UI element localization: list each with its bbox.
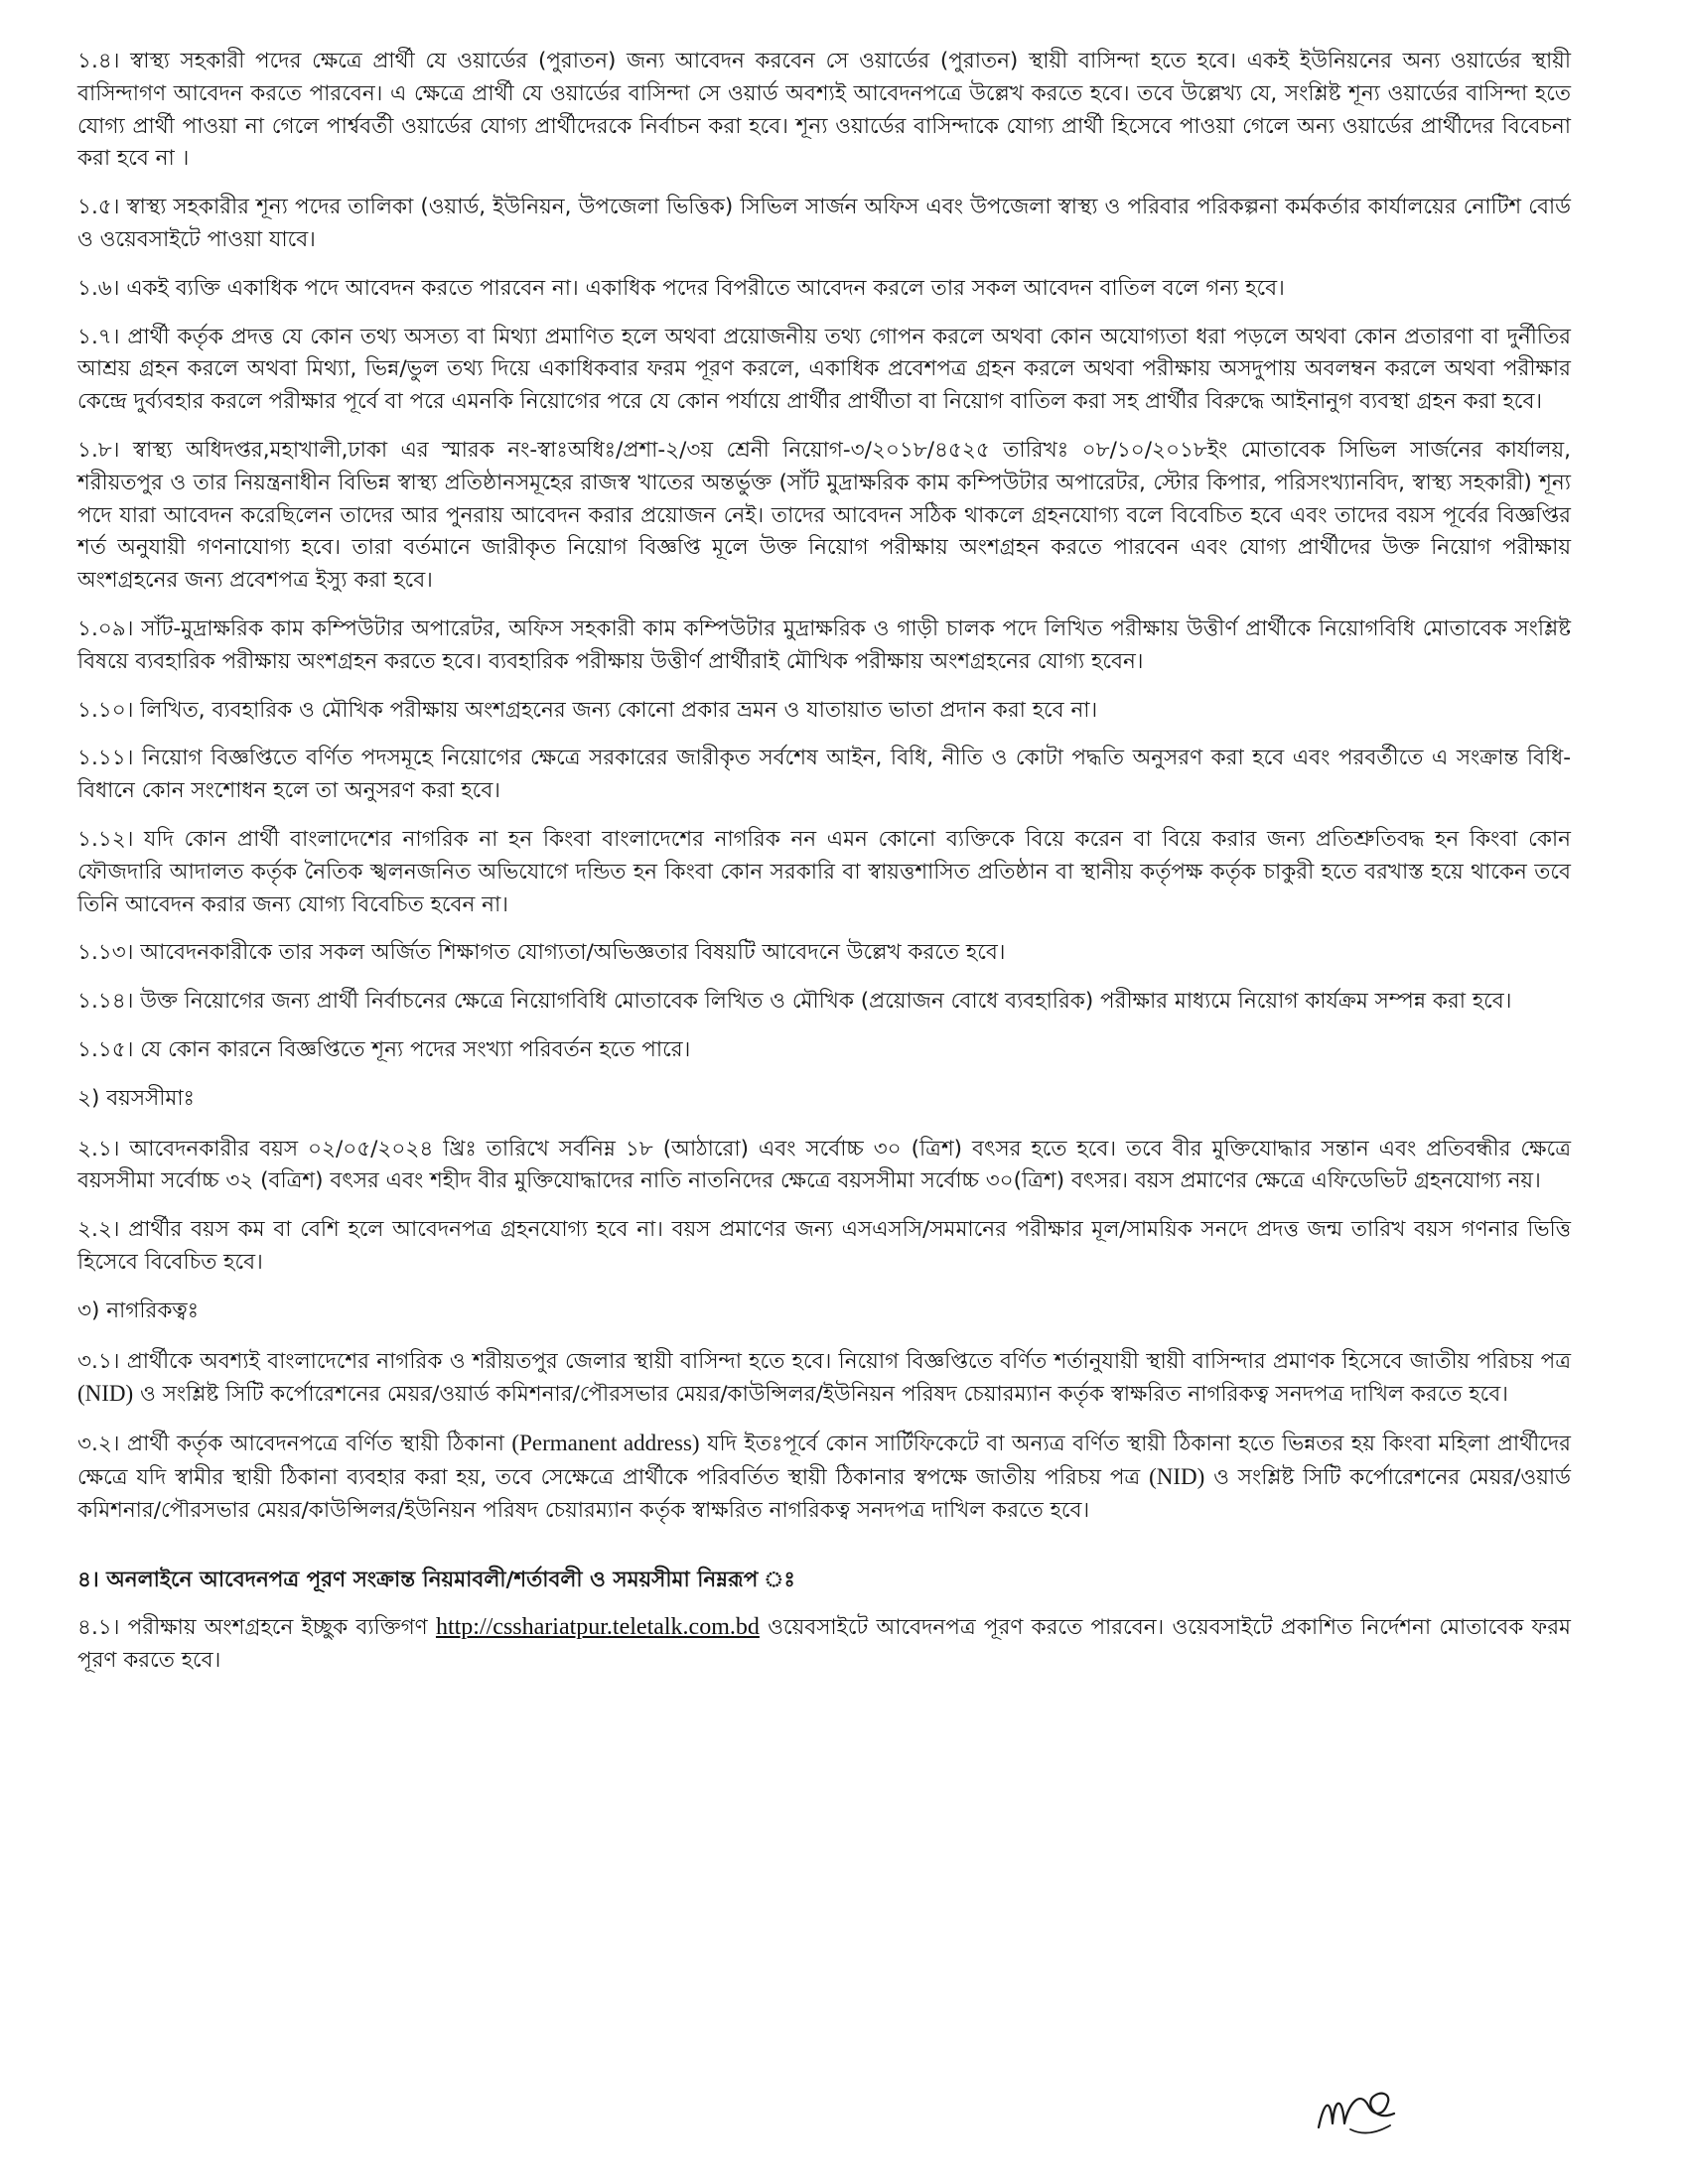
paragraph-1-4: ১.৪। স্বাস্থ্য সহকারী পদের ক্ষেত্রে প্রার্থী যে ওয়ার্ডের (পুরাতন) জন্য আবেদন করবেন সে ওয়ার্ডের (পুরাতন) স্থায়ী বাসিন্দা হতে হবে। একই ইউনিয়নের অন্য ওয়ার্ডের স্থায়ী বাসিন্দাগণ আবেদন করতে পারবেন। এ ক্ষেত্রে প্রার্থী যে ওয়ার্ডের বাসিন্দা সে ওয়ার্ড অবশ্যই আবেদনপত্রে উল্লেখ করতে হবে। তবে উল্লেখ্য যে, সংশ্লিষ্ট শূন্য ওয়ার্ডের বাসিন্দা হতে যোগ্য প্রার্থী পাওয়া না গেলে পার্শ্ববর্তী ওয়ার্ডের যোগ্য প্রার্থীদেরকে নির্বাচন করা হবে। শূন্য ওয়ার্ডের বাসিন্দাকে যোগ্য প্রার্থী হিসেবে পাওয়া গেলে অন্য ওয়ার্ডের প্রার্থীদের বিবেচনা করা হবে না । bbox=[77, 49, 1571, 172]
age-limit-heading: ২) বয়সসীমাঃ bbox=[77, 1085, 196, 1111]
paragraph-4-1 bbox=[77, 1611, 1571, 1678]
paragraph-3-1-part-b: ও সংশ্লিষ্ট সিটি কর্পোরেশনের মেয়র/ওয়ার্ড কমিশনার/পৌরসভার মেয়র/কাউন্সিলর/ইউনিয়ন পরিষদ চেয়ারম্যান কর্তৃক স্বাক্ষরিত নাগরিকত্ব সনদপত্র দাখিল করতে হবে। bbox=[140, 1382, 1508, 1408]
nid-label: (NID) bbox=[1149, 1463, 1205, 1489]
paragraph-3-2-part-b: যদি ইতঃপূর্বে কোন সার্টিফিকেটে বা অন্যত্র বর্ণিত স্থায়ী ঠিকানা হতে ভিন্নতর হয় কিংবা মহিলা প্রার্থীদের ক্ষেত্রে যদি স্বামীর স্থায়ী ঠিকানা ব্যবহার করা হয়, তবে সেক্ষেত্রে প্রার্থীকে পরিবর্তিত স্থায়ী ঠিকানার স্বপক্ষে জাতীয় পরিচয় পত্র bbox=[77, 1432, 1571, 1490]
online-application-heading: ৪। অনলাইনে আবেদনপত্র পূরণ সংক্রান্ত নিয়মাবলী/শর্তাবলী ও সময়সীমা নিম্নরূপ ঃ bbox=[77, 1568, 795, 1593]
permanent-address-label: (Permanent address) bbox=[511, 1431, 700, 1456]
nid-label: (NID) bbox=[77, 1381, 134, 1407]
paragraph-1-13: ১.১৩। আবেদনকারীকে তার সকল অর্জিত শিক্ষাগত যোগ্যতা/অভিজ্ঞতার বিষয়টি আবেদনে উল্লেখ করতে হবে। bbox=[77, 940, 1006, 966]
paragraph-1-14: ১.১৪। উক্ত নিয়োগের জন্য প্রার্থী নির্বাচনের ক্ষেত্রে নিয়োগবিধি মোতাবেক লিখিত ও মৌখিক (প্রয়োজন বোধে ব্যবহারিক) পরীক্ষার মাধ্যমে নিয়োগ কার্যক্রম সম্পন্ন করা হবে। bbox=[77, 989, 1512, 1015]
paragraph-3-1 bbox=[77, 1346, 1571, 1413]
paragraph-4-1-part-a: ৪.১। পরীক্ষায় অংশগ্রহনে ইচ্ছুক ব্যক্তিগণ bbox=[77, 1615, 428, 1641]
paragraph-1-15: ১.১৫। যে কোন কারনে বিজ্ঞপ্তিতে শূন্য পদের সংখ্যা পরিবর্তন হতে পারে। bbox=[77, 1036, 691, 1062]
citizenship-heading: ৩) নাগরিকত্বঃ bbox=[77, 1297, 200, 1323]
paragraph-3-1-part-a: ৩.১। প্রার্থীকে অবশ্যই বাংলাদেশের নাগরিক ও শরীয়তপুর জেলার স্থায়ী বাসিন্দা হতে হবে। নিয়োগ বিজ্ঞপ্তিতে বর্ণিত শর্তানুযায়ী স্থায়ী বাসিন্দার প্রমাণক হিসেবে জাতীয় পরিচয় পত্র bbox=[77, 1348, 1571, 1374]
paragraph-1-6: ১.৬। একই ব্যক্তি একাধিক পদে আবেদন করতে পারবেন না। একাধিক পদের বিপরীতে আবেদন করলে তার সকল আবেদন বাতিল বলে গন্য হবে। bbox=[77, 275, 1285, 301]
paragraph-1-8: ১.৮। স্বাস্থ্য অধিদপ্তর,মহাখালী,ঢাকা এর স্মারক নং-স্বাঃঅধিঃ/প্রশা-২/৩য় শ্রেনী নিয়োগ-৩/২০১৮/৪৫২৫ তারিখঃ ০৮/১০/২০১৮ইং মোতাবেক সিভিল সার্জনের কার্যালয়, শরীয়তপুর ও তার নিয়ন্ত্রনাধীন বিভিন্ন স্বাস্থ্য প্রতিষ্ঠানসমূহের রাজস্ব খাতের অন্তর্ভুক্ত (সাঁট মুদ্রাক্ষরিক কাম কম্পিউটার অপারেটর, স্টোর কিপার, পরিসংখ্যানবিদ, স্বাস্থ্য সহকারী) শূন্য পদে যারা আবেদন করেছিলেন তাদের আর পুনরায় আবেদন করার প্রয়োজন নেই। তাদের আবেদন সঠিক থাকলে গ্রহনযোগ্য বলে বিবেচিত হবে এবং তাদের বয়স পূর্বের বিজ্ঞপ্তির শর্ত অনুযায়ী গণনাযোগ্য হবে। তারা বর্তমানে জারীকৃত নিয়োগ বিজ্ঞপ্তি মূলে উক্ত নিয়োগ পরীক্ষায় অংশগ্রহন করতে পারবেন এবং যোগ্য প্রার্থীদের উক্ত নিয়োগ পরীক্ষায় অংশগ্রহনের জন্য প্রবেশপত্র ইস্যু করা হবে। bbox=[77, 437, 1571, 594]
paragraph-1-7: ১.৭। প্রার্থী কর্তৃক প্রদত্ত যে কোন তথ্য অসত্য বা মিথ্যা প্রমাণিত হলে অথবা প্রয়োজনীয় তথ্য গোপন করলে অথবা কোন অযোগ্যতা ধরা পড়লে অথবা কোন প্রতারণা বা দুর্নীতির আশ্রয় গ্রহন করলে অথবা মিথ্যা, ভিন্ন/ভুল তথ্য দিয়ে একাধিকবার ফরম পূরণ করলে, একাধিক প্রবেশপত্র গ্রহন করলে অথবা পরীক্ষায় অসদুপায় অবলম্বন করলে অথবা পরীক্ষার কেন্দ্রে দুর্ব্যবহার করলে পরীক্ষার পূর্বে বা পরে এমনকি নিয়োগের পরে যে কোন পর্যায়ে প্রার্থীর প্রার্থীতা বা নিয়োগ বাতিল করা সহ প্রার্থীর বিরুদ্ধে আইনানুগ ব্যবস্থা গ্রহন করা হবে। bbox=[77, 324, 1571, 415]
paragraph-1-5: ১.৫। স্বাস্থ্য সহকারীর শূন্য পদের তালিকা (ওয়ার্ড, ইউনিয়ন, উপজেলা ভিত্তিক) সিভিল সার্জন অফিস এবং উপজেলা স্বাস্থ্য ও পরিবার পরিকল্পনা কর্মকর্তার কার্যালয়ের নোটিশ বোর্ড ও ওয়েবসাইটে পাওয়া যাবে। bbox=[77, 195, 1571, 252]
paragraph-2-1: ২.১। আবেদনকারীর বয়স ০২/০৫/২০২৪ খ্রিঃ তারিখে সর্বনিম্ন ১৮ (আঠারো) এবং সর্বোচ্চ ৩০ (ত্রিশ) বৎসর হতে হবে। তবে বীর মুক্তিযোদ্ধার সন্তান এবং প্রতিবন্ধীর ক্ষেত্রে বয়সসীমা সর্বোচ্চ ৩২ (বত্রিশ) বৎসর এবং শহীদ বীর মুক্তিযোদ্ধাদের নাতি নাতনিদের ক্ষেত্রে বয়সসীমা সর্বোচ্চ ৩০(ত্রিশ) বৎসর। বয়স প্রমাণের ক্ষেত্রে এফিডেভিট গ্রহনযোগ্য নয়। bbox=[77, 1136, 1571, 1194]
paragraph-3-2-part-c: ও সংশ্লিষ্ট সিটি কর্পোরেশনের মেয়র/ওয়ার্ড কমিশনার/পৌরসভার মেয়র/কাউন্সিলর/ইউনিয়ন পরিষদ চেয়ারম্যান কর্তৃক স্বাক্ষরিত নাগরিকত্ব সনদপত্র দাখিল করতে হবে। bbox=[77, 1464, 1571, 1523]
paragraph-1-10: ১.১০। লিখিত, ব্যবহারিক ও মৌখিক পরীক্ষায় অংশগ্রহনের জন্য কোনো প্রকার ভ্রমন ও যাতায়াত ভাতা প্রদান করা হবে না। bbox=[77, 697, 1098, 723]
application-website-link[interactable]: http://csshariatpur.teletalk.com.bd bbox=[435, 1614, 760, 1641]
paragraph-2-2: ২.২। প্রার্থীর বয়স কম বা বেশি হলে আবেদনপত্র গ্রহনযোগ্য হবে না। বয়স প্রমাণের জন্য এসএসসি/সমমানের পরীক্ষার মূল/সাময়িক সনদে প্রদত্ত জন্ম তারিখ বয়স গণনার ভিত্তি হিসেবে বিবেচিত হবে। bbox=[77, 1217, 1571, 1275]
paragraph-1-9: ১.০৯। সাঁট-মুদ্রাক্ষরিক কাম কম্পিউটার অপারেটর, অফিস সহকারী কাম কম্পিউটার মুদ্রাক্ষরিক ও গাড়ী চালক পদে লিখিত পরীক্ষায় উত্তীর্ণ প্রার্থীকে নিয়োগবিধি মোতাবেক সংশ্লিষ্ট বিষয়ে ব্যবহারিক পরীক্ষায় অংশগ্রহন করতে হবে। ব্যবহারিক পরীক্ষায় উত্তীর্ণ প্রার্থীরাই মৌখিক পরীক্ষায় অংশগ্রহনের যোগ্য হবেন। bbox=[77, 615, 1571, 674]
paragraph-1-12: ১.১২। যদি কোন প্রার্থী বাংলাদেশের নাগরিক না হন কিংবা বাংলাদেশের নাগরিক নন এমন কোনো ব্যক্তিকে বিয়ে করেন বা বিয়ে করার জন্য প্রতিশ্রুতিবদ্ধ হন কিংবা কোন ফৌজদারি আদালত কর্তৃক নৈতিক স্খলনজনিত অভিযোগে দন্ডিত হন কিংবা কোন সরকারি বা স্বায়ত্তশাসিত প্রতিষ্ঠান বা স্থানীয় কর্তৃপক্ষ কর্তৃক চাকুরী হতে বরখাস্ত হয়ে থাকেন তবে তিনি আবেদন করার জন্য যোগ্য বিবেচিত হবেন না। bbox=[77, 826, 1571, 917]
paragraph-1-11: ১.১১। নিয়োগ বিজ্ঞপ্তিতে বর্ণিত পদসমূহে নিয়োগের ক্ষেত্রে সরকারের জারীকৃত সর্বশেষ আইন, বিধি, নীতি ও কোটা পদ্ধতি অনুসরণ করা হবে এবং পরবর্তীতে এ সংক্রান্ত বিধি-বিধানে কোন সংশোধন হলে তা অনুসরণ করা হবে। bbox=[77, 746, 1571, 804]
signature-mark bbox=[1311, 2080, 1400, 2139]
paragraph-4-1-part-b: ওয়েবসাইটে আবেদনপত্র পূরণ করতে পারবেন। ওয়েবসাইটে প্রকাশিত নির্দেশনা মোতাবেক ফরম পূরণ করতে হবে। bbox=[77, 1615, 1571, 1674]
paragraph-3-2-part-a: ৩.২। প্রার্থী কর্তৃক আবেদনপত্রে বর্ণিত স্থায়ী ঠিকানা bbox=[77, 1432, 504, 1457]
paragraph-3-2 bbox=[77, 1428, 1571, 1527]
